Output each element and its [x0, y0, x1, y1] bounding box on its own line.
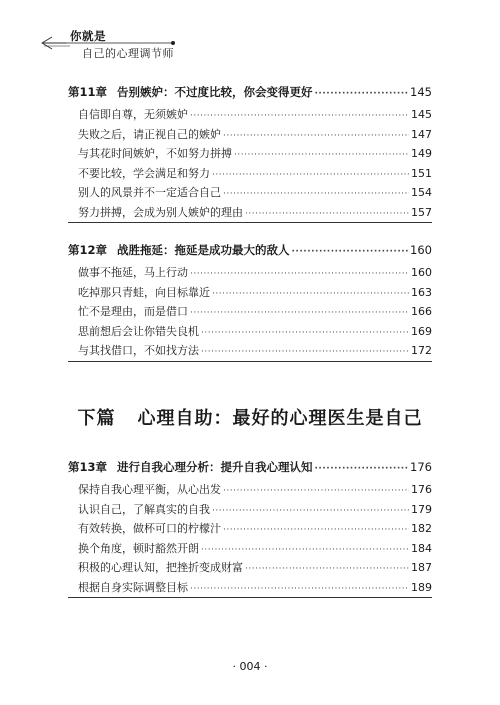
dot-leader — [190, 265, 409, 285]
dot-leader — [212, 502, 409, 522]
section-title: 与其找借口，不如找方法 — [78, 344, 199, 357]
page-number: 182 — [411, 522, 432, 535]
dot-leader — [234, 146, 409, 166]
dot-leader — [201, 324, 409, 344]
section-title: 不要比较，学会满足和努力 — [78, 166, 210, 180]
section-title: 换个角度，顿时豁然开朗 — [78, 541, 199, 555]
part-name: 下篇 — [77, 408, 116, 429]
dot-leader — [201, 343, 409, 363]
dot-leader — [245, 560, 409, 580]
part-title: 心理自助：最好的心理医生是自己 — [137, 408, 423, 429]
toc-entry[interactable] — [68, 500, 432, 520]
book-subtitle: 自己的心理调节师 — [82, 47, 174, 60]
dot-leader — [223, 127, 409, 147]
chapter-11-block — [68, 82, 432, 223]
section-title: 积极的心理认知，把挫折变成财富 — [78, 561, 243, 574]
section-title: 思前想后会让你错失良机 — [78, 324, 199, 338]
section-title: 与其花时间嫉妒，不如努力拼搏 — [78, 147, 232, 160]
dot-leader — [190, 304, 409, 324]
section-title: 别人的风景并不一定适合自己 — [78, 186, 221, 199]
chapter-title: 告别嫉妒：不过度比较，你会变得更好 — [117, 85, 313, 99]
page-number: 187 — [411, 561, 432, 574]
page-number: 189 — [411, 580, 432, 594]
page-number: 160 — [410, 243, 432, 257]
chapter-heading[interactable] — [68, 457, 432, 478]
dot-leader — [223, 482, 409, 502]
dot-leader — [315, 459, 409, 480]
dot-leader — [223, 185, 409, 205]
page-number: 147 — [411, 127, 432, 141]
part-heading — [0, 404, 500, 430]
page-number: 145 — [410, 85, 432, 99]
chapter-title: 进行自我心理分析：提升自我心理认知 — [117, 460, 313, 474]
page-number: 184 — [411, 541, 432, 555]
page-number: 160 — [411, 266, 432, 279]
chapter-title: 战胜拖延：拖延是成功最大的敌人 — [117, 243, 290, 257]
page-footer-number: · 004 · — [232, 660, 268, 673]
page-number: 169 — [411, 324, 432, 338]
page-number: 149 — [411, 147, 432, 160]
book-title: 你就是 — [70, 29, 106, 43]
page-number: 163 — [411, 285, 432, 299]
section-title: 吃掉那只青蛙，向目标靠近 — [78, 285, 210, 299]
dot-leader — [190, 580, 409, 600]
chapter-12-block — [68, 240, 432, 362]
toc-entry[interactable] — [68, 203, 432, 223]
toc-entry[interactable] — [68, 519, 432, 539]
toc-entry[interactable] — [68, 263, 432, 283]
dot-leader — [315, 84, 409, 105]
section-title: 根据自身实际调整目标 — [78, 580, 188, 594]
page-number: 172 — [411, 344, 432, 357]
section-title: 自信即自尊，无须嫉妒 — [78, 108, 188, 121]
section-title: 努力拼搏，会成为别人嫉妒的理由 — [78, 205, 243, 219]
running-header — [36, 26, 176, 66]
dot-leader — [245, 205, 409, 225]
toc-entry[interactable] — [68, 578, 432, 598]
toc-entry[interactable] — [68, 183, 432, 203]
page-number: 179 — [411, 502, 432, 516]
toc-entry[interactable] — [68, 480, 432, 500]
section-title: 忙不是理由，而是借口 — [78, 305, 188, 318]
dot-leader — [212, 285, 409, 305]
section-title: 有效转换，做杯可口的柠檬汁 — [78, 522, 221, 535]
page-number: 151 — [411, 166, 432, 180]
chapter-heading[interactable] — [68, 240, 432, 261]
page-number: 154 — [411, 186, 432, 199]
chapter-number: 第12章 — [68, 243, 108, 257]
toc-entry[interactable] — [68, 302, 432, 322]
toc-entry[interactable] — [68, 164, 432, 184]
page-number: 176 — [410, 460, 432, 474]
page-number: 145 — [411, 108, 432, 121]
chapter-number: 第11章 — [68, 85, 108, 99]
page-number: 176 — [411, 483, 432, 496]
dot-leader — [223, 521, 409, 541]
chapter-number: 第13章 — [68, 460, 108, 474]
section-title: 失败之后，请正视自己的嫉妒 — [78, 127, 221, 141]
section-title: 保持自我心理平衡，从心出发 — [78, 483, 221, 496]
toc-entry[interactable] — [68, 558, 432, 578]
toc-entry[interactable] — [68, 539, 432, 559]
page-number: 157 — [411, 205, 432, 219]
dot-leader — [190, 107, 409, 127]
toc-entry[interactable] — [68, 283, 432, 303]
section-title: 做事不拖延，马上行动 — [78, 266, 188, 279]
section-title: 认识自己，了解真实的自我 — [78, 502, 210, 516]
toc-entry[interactable] — [68, 125, 432, 145]
dot-leader — [212, 166, 409, 186]
chapter-heading[interactable] — [68, 82, 432, 103]
toc-entry[interactable] — [68, 341, 432, 361]
page-number: 166 — [411, 305, 432, 318]
toc-entry[interactable] — [68, 105, 432, 125]
chapter-13-block — [68, 457, 432, 598]
dot-leader — [292, 242, 409, 263]
toc-entry[interactable] — [68, 322, 432, 342]
toc-entry[interactable] — [68, 144, 432, 164]
